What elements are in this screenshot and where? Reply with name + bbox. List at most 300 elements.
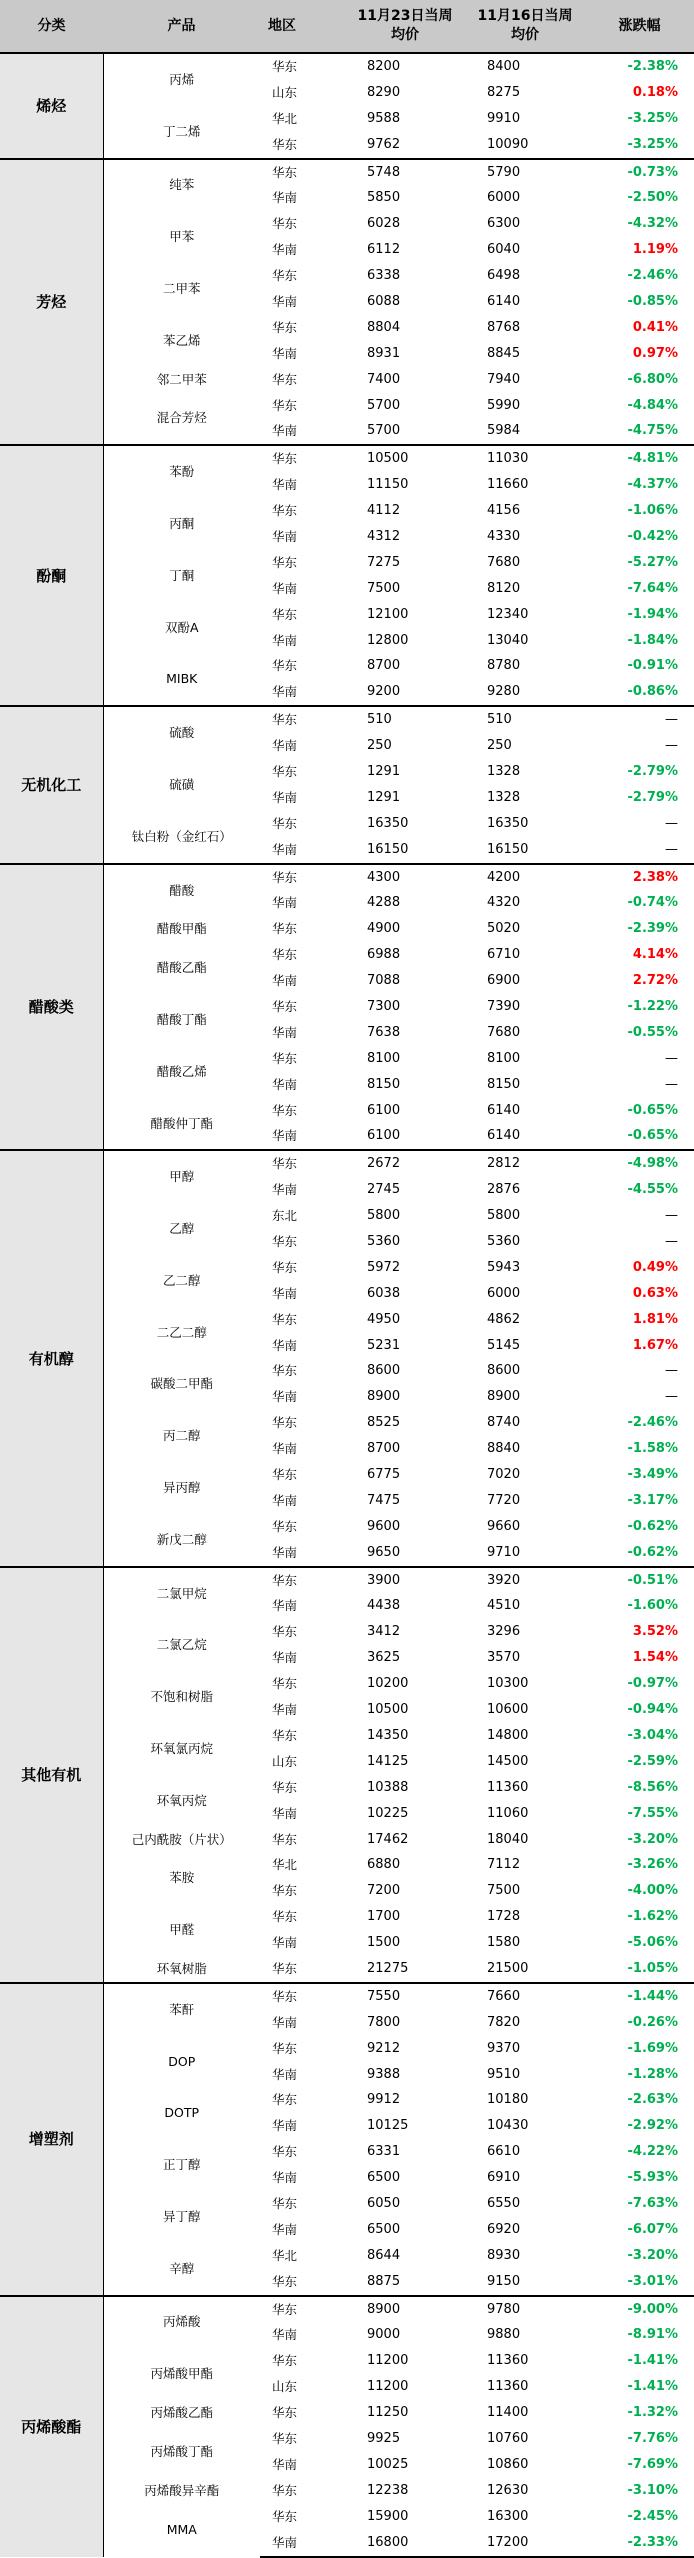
- week1-price-cell: 4112: [367, 503, 401, 519]
- region-cell: 山东: [272, 2379, 298, 2395]
- week2-price-cell: 1580: [487, 1935, 521, 1951]
- change-cell: -4.37%: [627, 477, 678, 493]
- week2-price-cell: 8100: [487, 1050, 521, 1066]
- change-cell: -0.55%: [627, 1024, 678, 1040]
- week2-price-cell: 3570: [487, 1650, 521, 1666]
- week1-price-cell: 6500: [367, 2170, 401, 2186]
- category-cell: 丙烯酸酯: [0, 2296, 103, 2557]
- week2-price-cell: 7390: [487, 999, 521, 1014]
- region-cell: 华南: [272, 2066, 298, 2082]
- change-cell: -1.06%: [627, 503, 678, 519]
- week2-price-cell: 5020: [487, 921, 521, 937]
- table-row: [0, 1462, 694, 1488]
- region-cell: 华南: [272, 1128, 298, 1144]
- region-cell: 东北: [272, 1208, 298, 1224]
- week2-price-cell: 5790: [465, 159, 585, 186]
- week2-price-cell: 6140: [487, 1128, 521, 1144]
- week2-price-cell: 6910: [487, 2170, 521, 2186]
- week2-price-cell: 250: [487, 738, 512, 754]
- product-cell: 乙醇: [169, 1221, 195, 1237]
- table-row: [0, 1775, 694, 1801]
- week2-price-cell: 6710: [487, 947, 521, 963]
- week2-price-cell: 11360: [487, 1779, 529, 1795]
- table-row: [0, 1723, 694, 1749]
- table-row: [0, 1255, 694, 1281]
- region-cell: 华南: [272, 2221, 298, 2237]
- region-cell: 华东: [260, 864, 345, 891]
- region-cell: 华东: [260, 706, 345, 733]
- week1-price-cell: 8525: [367, 1415, 401, 1431]
- region-cell: 华南: [272, 2014, 298, 2030]
- week1-price-cell: 8644: [367, 2247, 401, 2263]
- table-row: [0, 1514, 694, 1540]
- change-cell: -0.65%: [627, 1102, 678, 1118]
- week2-price-cell: 8600: [487, 1363, 521, 1379]
- table-row: [0, 759, 694, 785]
- table-row: [0, 994, 694, 1020]
- region-cell: 华南: [272, 1182, 298, 1198]
- region-cell: 华东: [272, 1234, 298, 1250]
- region-cell: 华东: [272, 136, 298, 152]
- region-cell: 华东: [260, 159, 345, 186]
- week1-price-cell: 21275: [367, 1960, 409, 1976]
- week1-price-cell: 7500: [367, 580, 401, 596]
- region-cell: 华东: [272, 2273, 298, 2289]
- week2-price-cell: 5145: [487, 1337, 521, 1353]
- region-cell: 华东: [260, 1567, 345, 1594]
- table-row: [0, 159, 694, 186]
- table-row: [0, 1827, 694, 1853]
- week1-price-cell: 5748: [345, 159, 465, 186]
- table-row: [0, 393, 694, 419]
- change-cell: -7.55%: [627, 1805, 678, 1821]
- week2-price-cell: 7020: [487, 1467, 521, 1483]
- region-cell: 华南: [272, 1702, 298, 1718]
- change-cell: -3.04%: [627, 1727, 678, 1743]
- region-cell: 华南: [272, 1598, 298, 1614]
- product-cell: 二氯乙烷: [156, 1637, 207, 1653]
- week1-price-cell: 14350: [367, 1727, 409, 1743]
- week1-price-cell: 9912: [367, 2092, 401, 2108]
- change-cell: -3.17%: [627, 1492, 678, 1508]
- region-cell: 华南: [272, 1935, 298, 1951]
- week1-price-cell: 4900: [367, 921, 401, 937]
- region-cell: 华东: [272, 2195, 298, 2211]
- week1-price-cell: 5360: [367, 1234, 401, 1250]
- week2-price-cell: 12630: [487, 2482, 529, 2498]
- region-cell: 华东: [272, 1883, 298, 1899]
- change-cell: -4.22%: [627, 2144, 678, 2160]
- region-cell: 华东: [272, 1259, 298, 1275]
- change-cell: 2.72%: [632, 973, 678, 989]
- change-cell: -2.38%: [585, 53, 694, 80]
- product-cell: 丙烯酸: [103, 2296, 260, 2349]
- week2-price-cell: 3296: [487, 1624, 521, 1640]
- week1-price-cell: 4950: [367, 1311, 401, 1327]
- change-cell: 3.52%: [632, 1624, 678, 1640]
- week2-price-cell: 5800: [487, 1208, 521, 1224]
- product-cell: 混合芳烃: [156, 410, 207, 426]
- week1-price-cell: 6775: [367, 1467, 401, 1483]
- table-row: [0, 315, 694, 341]
- change-cell: -1.62%: [627, 1909, 678, 1925]
- change-cell: —: [585, 706, 694, 733]
- region-cell: 华东: [272, 1676, 298, 1692]
- table-row: [0, 2504, 694, 2530]
- week2-price-cell: 11030: [465, 445, 585, 472]
- week2-price-cell: 14800: [487, 1727, 529, 1743]
- region-cell: 华南: [272, 477, 298, 493]
- week2-price-cell: 4156: [487, 503, 521, 519]
- table-row: [0, 498, 694, 524]
- week1-price-cell: 7275: [367, 554, 401, 570]
- category-cell: 其他有机: [0, 1567, 103, 1983]
- change-cell: -7.64%: [627, 580, 678, 596]
- week1-price-cell: 7088: [367, 973, 401, 989]
- product-cell: 醋酸仲丁酯: [150, 1115, 213, 1131]
- week1-price-cell: 8600: [367, 1363, 401, 1379]
- table-row: [0, 1307, 694, 1333]
- week2-price-cell: 4200: [465, 864, 585, 891]
- week1-price-cell: 4312: [367, 528, 401, 544]
- change-cell: -1.60%: [627, 1598, 678, 1614]
- week2-price-cell: 9510: [487, 2066, 521, 2082]
- week2-price-cell: 1328: [487, 763, 521, 779]
- region-cell: 华东: [272, 815, 298, 831]
- region-cell: 华南: [272, 895, 298, 911]
- week2-price-cell: 14500: [487, 1753, 529, 1769]
- product-cell: 己内酰胺（片状）: [131, 1831, 232, 1847]
- week1-price-cell: 5700: [367, 423, 401, 439]
- product-cell: MMA: [166, 2522, 197, 2538]
- week2-price-cell: 2876: [487, 1182, 521, 1198]
- change-cell: -0.73%: [585, 159, 694, 186]
- change-cell: -1.05%: [627, 1960, 678, 1976]
- product-cell: 丙烯酸甲酯: [150, 2366, 213, 2382]
- week2-price-cell: 510: [465, 706, 585, 733]
- change-cell: -1.58%: [627, 1441, 678, 1457]
- week1-price-cell: 4300: [345, 864, 465, 891]
- region-cell: 华东: [272, 658, 298, 674]
- week1-price-cell: 8804: [367, 319, 401, 335]
- category-cell: 烯烃: [0, 53, 103, 159]
- change-cell: -0.26%: [627, 2014, 678, 2030]
- change-cell: -0.74%: [627, 895, 678, 911]
- week1-price-cell: 4288: [367, 895, 401, 911]
- week1-price-cell: 5700: [367, 397, 401, 413]
- week2-price-cell: 8275: [487, 84, 521, 100]
- header-week1-line2: 均价: [391, 27, 419, 43]
- region-cell: 华东: [272, 1467, 298, 1483]
- change-cell: —: [665, 738, 678, 754]
- week1-price-cell: 10125: [367, 2118, 409, 2134]
- change-cell: -2.46%: [627, 268, 678, 284]
- week2-price-cell: 9660: [487, 1518, 521, 1534]
- region-cell: 华南: [272, 242, 298, 258]
- week1-price-cell: 7800: [367, 2014, 401, 2030]
- region-cell: 华南: [272, 423, 298, 439]
- week1-price-cell: 9762: [367, 136, 401, 152]
- week1-price-cell: 10500: [345, 445, 465, 472]
- product-cell: MIBK: [166, 671, 198, 687]
- change-cell: 0.41%: [632, 319, 678, 335]
- week2-price-cell: 1728: [487, 1909, 521, 1925]
- region-cell: 华南: [272, 1544, 298, 1560]
- region-cell: 华东: [272, 268, 298, 284]
- table-row: [0, 211, 694, 237]
- header-change: 涨跌幅: [585, 0, 694, 53]
- change-cell: —: [665, 1234, 678, 1250]
- change-cell: -4.75%: [627, 423, 678, 439]
- week2-price-cell: 8400: [465, 53, 585, 80]
- week2-price-cell: 9910: [487, 110, 521, 126]
- region-cell: 华南: [272, 841, 298, 857]
- region-cell: 华东: [272, 554, 298, 570]
- change-cell: 2.38%: [585, 864, 694, 891]
- header-week1-line1: 11月23日当周: [357, 8, 453, 24]
- table-row: [0, 2087, 694, 2113]
- product-cell: 新戊二醇: [156, 1531, 207, 1547]
- week1-price-cell: 10500: [367, 1702, 409, 1718]
- category-cell: 有机醇: [0, 1150, 103, 1566]
- change-cell: -0.65%: [627, 1128, 678, 1144]
- table-row: [0, 1203, 694, 1229]
- region-cell: 华南: [260, 2530, 345, 2557]
- table-row: [0, 1046, 694, 1072]
- week1-price-cell: 10225: [367, 1805, 409, 1821]
- change-cell: -1.41%: [627, 2353, 678, 2369]
- product-cell: DOP: [168, 2053, 196, 2069]
- change-cell: -2.39%: [627, 921, 678, 937]
- change-cell: -6.07%: [627, 2221, 678, 2237]
- week2-price-cell: 6498: [487, 268, 521, 284]
- region-cell: 华南: [272, 1285, 298, 1301]
- week1-price-cell: 510: [345, 706, 465, 733]
- table-row: [0, 706, 694, 733]
- product-cell: 辛醇: [169, 2260, 195, 2276]
- change-cell: -1.32%: [627, 2405, 678, 2421]
- header-category: 分类: [0, 0, 103, 53]
- region-cell: 华南: [272, 684, 298, 700]
- change-cell: 1.81%: [632, 1311, 678, 1327]
- week2-price-cell: 18040: [487, 1831, 529, 1847]
- header-product: 产品: [103, 0, 260, 53]
- week1-price-cell: 1291: [367, 763, 401, 779]
- change-cell: -1.41%: [627, 2379, 678, 2395]
- week1-price-cell: 9925: [367, 2430, 401, 2446]
- product-cell: 碳酸二甲酯: [150, 1376, 213, 1392]
- week1-price-cell: 8700: [367, 1441, 401, 1457]
- week1-price-cell: 9200: [367, 684, 401, 700]
- region-cell: 华东: [272, 397, 298, 413]
- week2-price-cell: 6000: [487, 190, 521, 206]
- week1-price-cell: 3900: [345, 1567, 465, 1594]
- table-row: [0, 864, 694, 891]
- week2-price-cell: 11060: [487, 1805, 529, 1821]
- change-cell: -8.91%: [627, 2327, 678, 2343]
- table-row: [0, 2426, 694, 2452]
- header-week1: [345, 0, 465, 53]
- week2-price-cell: 7660: [465, 1983, 585, 2010]
- region-cell: 华东: [272, 2405, 298, 2421]
- region-cell: 华东: [272, 1727, 298, 1743]
- week1-price-cell: 3625: [367, 1650, 401, 1666]
- week2-price-cell: 7680: [487, 554, 521, 570]
- week1-price-cell: 7400: [367, 371, 401, 387]
- week1-price-cell: 10200: [367, 1676, 409, 1692]
- region-cell: 华东: [272, 763, 298, 779]
- week1-price-cell: 6100: [367, 1128, 401, 1144]
- header-region: 地区: [260, 0, 345, 53]
- week1-price-cell: 6880: [367, 1857, 401, 1873]
- week2-price-cell: 13040: [487, 632, 529, 648]
- week1-price-cell: 5972: [367, 1259, 401, 1275]
- week2-price-cell: 8845: [487, 345, 521, 361]
- week2-price-cell: 1328: [487, 789, 521, 805]
- week2-price-cell: 16300: [487, 2508, 529, 2524]
- category-cell: 芳烃: [0, 159, 103, 446]
- week2-price-cell: 7680: [487, 1024, 521, 1040]
- product-cell: 丙烯酸乙酯: [150, 2405, 213, 2421]
- product-cell: 异丙醇: [162, 1479, 201, 1495]
- change-cell: -0.91%: [627, 658, 678, 674]
- region-cell: 华北: [272, 1857, 298, 1873]
- table-header: [0, 0, 694, 53]
- week1-price-cell: 11250: [367, 2405, 409, 2421]
- change-cell: -7.63%: [627, 2195, 678, 2211]
- change-cell: -2.46%: [627, 1415, 678, 1431]
- change-cell: —: [665, 1208, 678, 1224]
- week2-price-cell: 5360: [487, 1234, 521, 1250]
- week2-price-cell: 8740: [487, 1415, 521, 1431]
- week2-price-cell: 10090: [487, 136, 529, 152]
- change-cell: -2.79%: [627, 789, 678, 805]
- change-cell: -5.93%: [627, 2170, 678, 2186]
- change-cell: 0.63%: [632, 1285, 678, 1301]
- product-cell: 邻二甲苯: [156, 371, 207, 387]
- change-cell: -4.32%: [627, 216, 678, 232]
- region-cell: 华北: [272, 110, 298, 126]
- week1-price-cell: 5850: [367, 190, 401, 206]
- week1-price-cell: 9600: [367, 1518, 401, 1534]
- week2-price-cell: 7112: [487, 1857, 521, 1873]
- week1-price-cell: 1700: [367, 1909, 401, 1925]
- table-row: [0, 1567, 694, 1594]
- week2-price-cell: 16350: [487, 815, 529, 831]
- region-cell: 华东: [272, 921, 298, 937]
- week2-price-cell: 21500: [487, 1960, 529, 1976]
- change-cell: —: [665, 1050, 678, 1066]
- product-cell: 环氧丙烷: [156, 1792, 207, 1808]
- product-cell: 醋酸乙酯: [156, 960, 207, 976]
- week2-price-cell: 7820: [487, 2014, 521, 2030]
- change-cell: —: [665, 815, 678, 831]
- change-cell: -2.59%: [627, 1753, 678, 1769]
- region-cell: 华南: [272, 1805, 298, 1821]
- product-cell: 双酚A: [164, 619, 199, 635]
- week1-price-cell: 12100: [367, 606, 409, 622]
- region-cell: 华东: [260, 445, 345, 472]
- header-week2-line1: 11月16日当周: [477, 8, 573, 24]
- week1-price-cell: 10025: [367, 2456, 409, 2472]
- change-cell: -1.28%: [627, 2066, 678, 2082]
- change-cell: -0.94%: [627, 1702, 678, 1718]
- change-cell: —: [665, 841, 678, 857]
- week1-price-cell: 8931: [367, 345, 401, 361]
- table-row: [0, 1904, 694, 1930]
- week1-price-cell: 6988: [367, 947, 401, 963]
- region-cell: 华东: [272, 1050, 298, 1066]
- change-cell: -6.80%: [627, 371, 678, 387]
- region-cell: 华东: [272, 2508, 298, 2524]
- table-row: [0, 263, 694, 289]
- change-cell: -5.06%: [627, 1935, 678, 1951]
- week1-price-cell: 8900: [345, 2296, 465, 2323]
- product-cell: 硫磺: [169, 776, 195, 792]
- table-row: [0, 2296, 694, 2323]
- week1-price-cell: 11200: [367, 2379, 409, 2395]
- change-cell: -3.25%: [627, 110, 678, 126]
- change-cell: -4.84%: [627, 397, 678, 413]
- region-cell: 华南: [272, 2327, 298, 2343]
- week1-price-cell: 8900: [367, 1389, 401, 1405]
- week2-price-cell: 7720: [487, 1492, 521, 1508]
- week1-price-cell: 6088: [367, 293, 401, 309]
- region-cell: 华南: [272, 2118, 298, 2134]
- week2-price-cell: 5984: [487, 423, 521, 439]
- change-cell: —: [665, 1389, 678, 1405]
- week2-price-cell: 9150: [487, 2273, 521, 2289]
- week2-price-cell: 4862: [487, 1311, 521, 1327]
- region-cell: 华南: [272, 1024, 298, 1040]
- week1-price-cell: 8100: [367, 1050, 401, 1066]
- week1-price-cell: 8200: [345, 53, 465, 80]
- change-cell: 0.49%: [632, 1259, 678, 1275]
- region-cell: 华南: [272, 293, 298, 309]
- week2-price-cell: 11360: [487, 2379, 529, 2395]
- week1-price-cell: 9212: [367, 2040, 401, 2056]
- week2-price-cell: 5943: [487, 1259, 521, 1275]
- product-cell: 二乙二醇: [156, 1324, 207, 1340]
- product-cell: 丙酮: [169, 516, 195, 532]
- week1-price-cell: 6331: [367, 2144, 401, 2160]
- week2-price-cell: 8930: [487, 2247, 521, 2263]
- change-cell: -2.63%: [627, 2092, 678, 2108]
- product-cell: DOTP: [164, 2105, 200, 2121]
- region-cell: 华南: [272, 1389, 298, 1405]
- region-cell: 华南: [272, 738, 298, 754]
- region-cell: 华南: [272, 2456, 298, 2472]
- week1-price-cell: 6038: [367, 1285, 401, 1301]
- week2-price-cell: 6140: [487, 293, 521, 309]
- week1-price-cell: 6338: [367, 268, 401, 284]
- region-cell: 华南: [272, 1492, 298, 1508]
- change-cell: 1.54%: [632, 1650, 678, 1666]
- week2-price-cell: 3920: [465, 1567, 585, 1594]
- week1-price-cell: 9650: [367, 1544, 401, 1560]
- week1-price-cell: 15900: [367, 2508, 409, 2524]
- region-cell: 山东: [272, 84, 298, 100]
- change-cell: -3.20%: [627, 2247, 678, 2263]
- region-cell: 华东: [272, 999, 298, 1014]
- week2-price-cell: 6040: [487, 242, 521, 258]
- change-cell: 1.19%: [632, 242, 678, 258]
- week2-price-cell: 9780: [465, 2296, 585, 2323]
- table-row: [0, 916, 694, 942]
- week2-price-cell: 2812: [465, 1150, 585, 1177]
- week1-price-cell: 7638: [367, 1024, 401, 1040]
- region-cell: 华南: [272, 1441, 298, 1457]
